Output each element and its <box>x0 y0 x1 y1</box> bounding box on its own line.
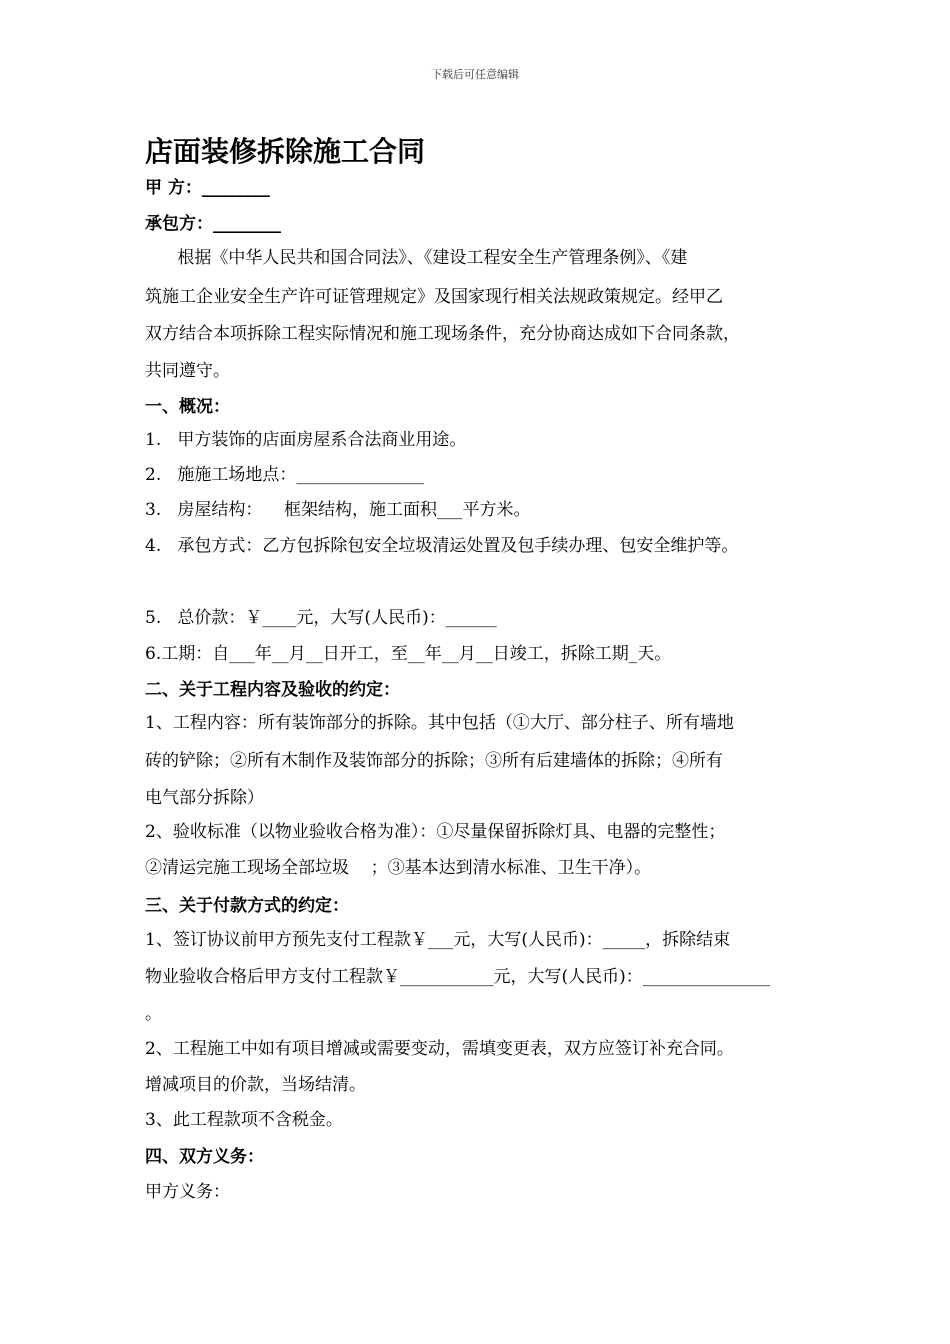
paragraph-line: 双方结合本项拆除工程实际情况和施工现场条件，充分协商达成如下合同条款， <box>145 324 740 344</box>
document-title: 店面装修拆除施工合同 <box>145 135 426 168</box>
paragraph-line: 2、工程施工中如有项目增减或需要变动，需填变更表，双方应签订补充合同。 <box>145 1039 734 1059</box>
list-item: 2. 施施工场地点：_______________ <box>145 465 424 485</box>
paragraph-line: 砖的铲除；②所有木制作及装饰部分的拆除；③所有后建墙体的拆除；④所有 <box>145 751 723 771</box>
list-item: 1. 甲方装饰的店面房屋系合法商业用途。 <box>145 430 467 450</box>
list-item: 6.工期：自___年__月__日开工，至__年__月__日竣工，拆除工期_天。 <box>145 644 672 664</box>
section-heading: 二、关于工程内容及验收的约定： <box>145 680 400 700</box>
paragraph-line: 甲方义务： <box>145 1182 230 1202</box>
paragraph-line: 2、验收标准（以物业验收合格为准）：①尽量保留拆除灯具、电器的完整性； <box>145 822 726 842</box>
paragraph-line: 1、签订协议前甲方预先支付工程款￥___元，大写(人民币)：_____，拆除结束 <box>145 930 731 950</box>
paragraph-line: 筑施工企业安全生产许可证管理规定》及国家现行相关法规政策规定。经甲乙 <box>145 287 723 307</box>
paragraph-line: ②清运完施工现场全部垃圾 ；③基本达到清水标准、卫生干净）。 <box>145 858 652 878</box>
section-heading: 三、关于付款方式的约定： <box>145 896 349 916</box>
paragraph-line: 。 <box>145 1004 162 1024</box>
party-a-line: 甲 方：________ <box>145 178 270 198</box>
paragraph-line: 1、工程内容：所有装饰部分的拆除。其中包括（①大厅、部分柱子、所有墙地 <box>145 713 734 733</box>
paragraph-line: 3、此工程款项不含税金。 <box>145 1110 343 1130</box>
section-heading: 一、概况： <box>145 397 230 417</box>
list-item: 4. 承包方式：乙方包拆除包安全垃圾清运处置及包手续办理、包安全维护等。 <box>145 536 739 556</box>
contractor-line: 承包方：________ <box>145 214 281 234</box>
list-item: 3. 房屋结构： 框架结构，施工面积___平方米。 <box>145 500 531 520</box>
paragraph-line: 电气部分拆除） <box>145 788 264 808</box>
paragraph-line: 增减项目的价款，当场结清。 <box>145 1075 366 1095</box>
paragraph-line: 根据《中华人民共和国合同法》、《建设工程安全生产管理条例》、《建 <box>145 248 688 268</box>
paragraph-line: 共同遵守。 <box>145 361 230 381</box>
paragraph-line: 物业验收合格后甲方支付工程款￥___________元，大写(人民币)：_______________ <box>145 967 771 987</box>
list-item: 5. 总价款：￥____元，大写(人民币)：______ <box>145 608 497 628</box>
section-heading: 四、双方义务： <box>145 1147 264 1167</box>
page-header-note: 下载后可任意编辑 <box>431 68 519 81</box>
